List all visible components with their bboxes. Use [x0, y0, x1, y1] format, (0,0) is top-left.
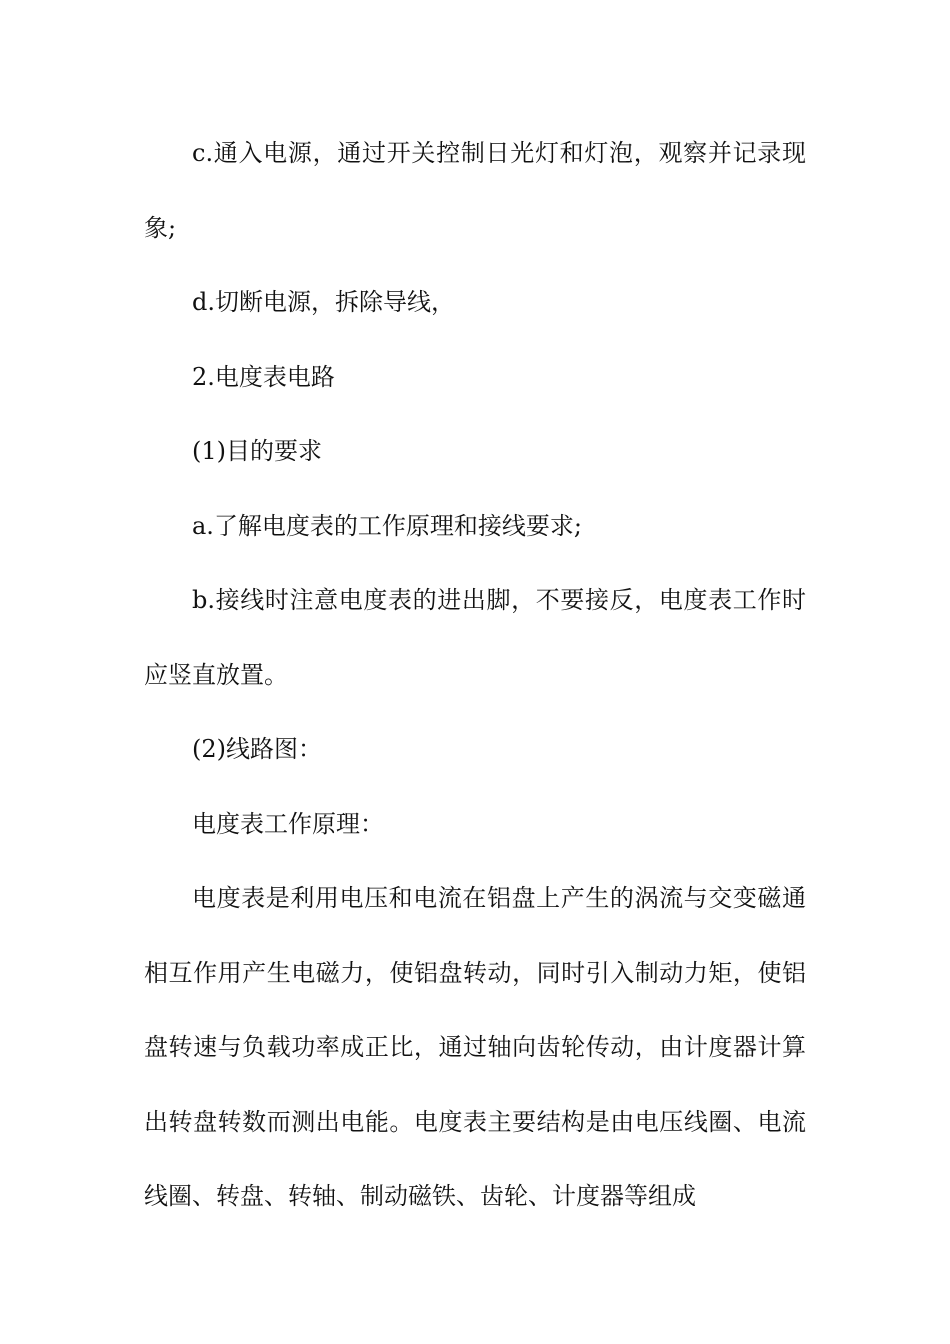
- paragraph-requirement-a: a.了解电度表的工作原理和接线要求;: [192, 511, 583, 540]
- paragraph-principle-body: 电度表是利用电压和电流在铝盘上产生的涡流与交变磁通相互作用产生电磁力，使铝盘转动，同时引入制动力矩，使铝盘转速与负载功率成正比，通过轴向齿轮传动，由计度器计算出转盘转数而测出电能。电度表主要结构是由电压线圈、电流线圈、转盘、转轴、制动磁铁、齿轮、计度器等组成: [144, 884, 806, 1210]
- section-heading-meter-circuit: 2.电度表电路: [192, 362, 335, 391]
- paragraph-requirement-b: b.接线时注意电度表的进出脚，不要接反，电度表工作时应竖直放置。: [144, 586, 806, 689]
- subheading-circuit-diagram: (2)线路图：: [192, 735, 322, 763]
- subheading-working-principle: 电度表工作原理：: [192, 809, 384, 838]
- paragraph-step-d: d.切断电源，拆除导线，: [192, 288, 455, 316]
- document-body: [144, 116, 806, 1234]
- subheading-purpose: (1)目的要求: [192, 437, 322, 465]
- paragraph-step-c: c.通入电源，通过开关控制日光灯和灯泡，观察并记录现象;: [144, 139, 806, 242]
